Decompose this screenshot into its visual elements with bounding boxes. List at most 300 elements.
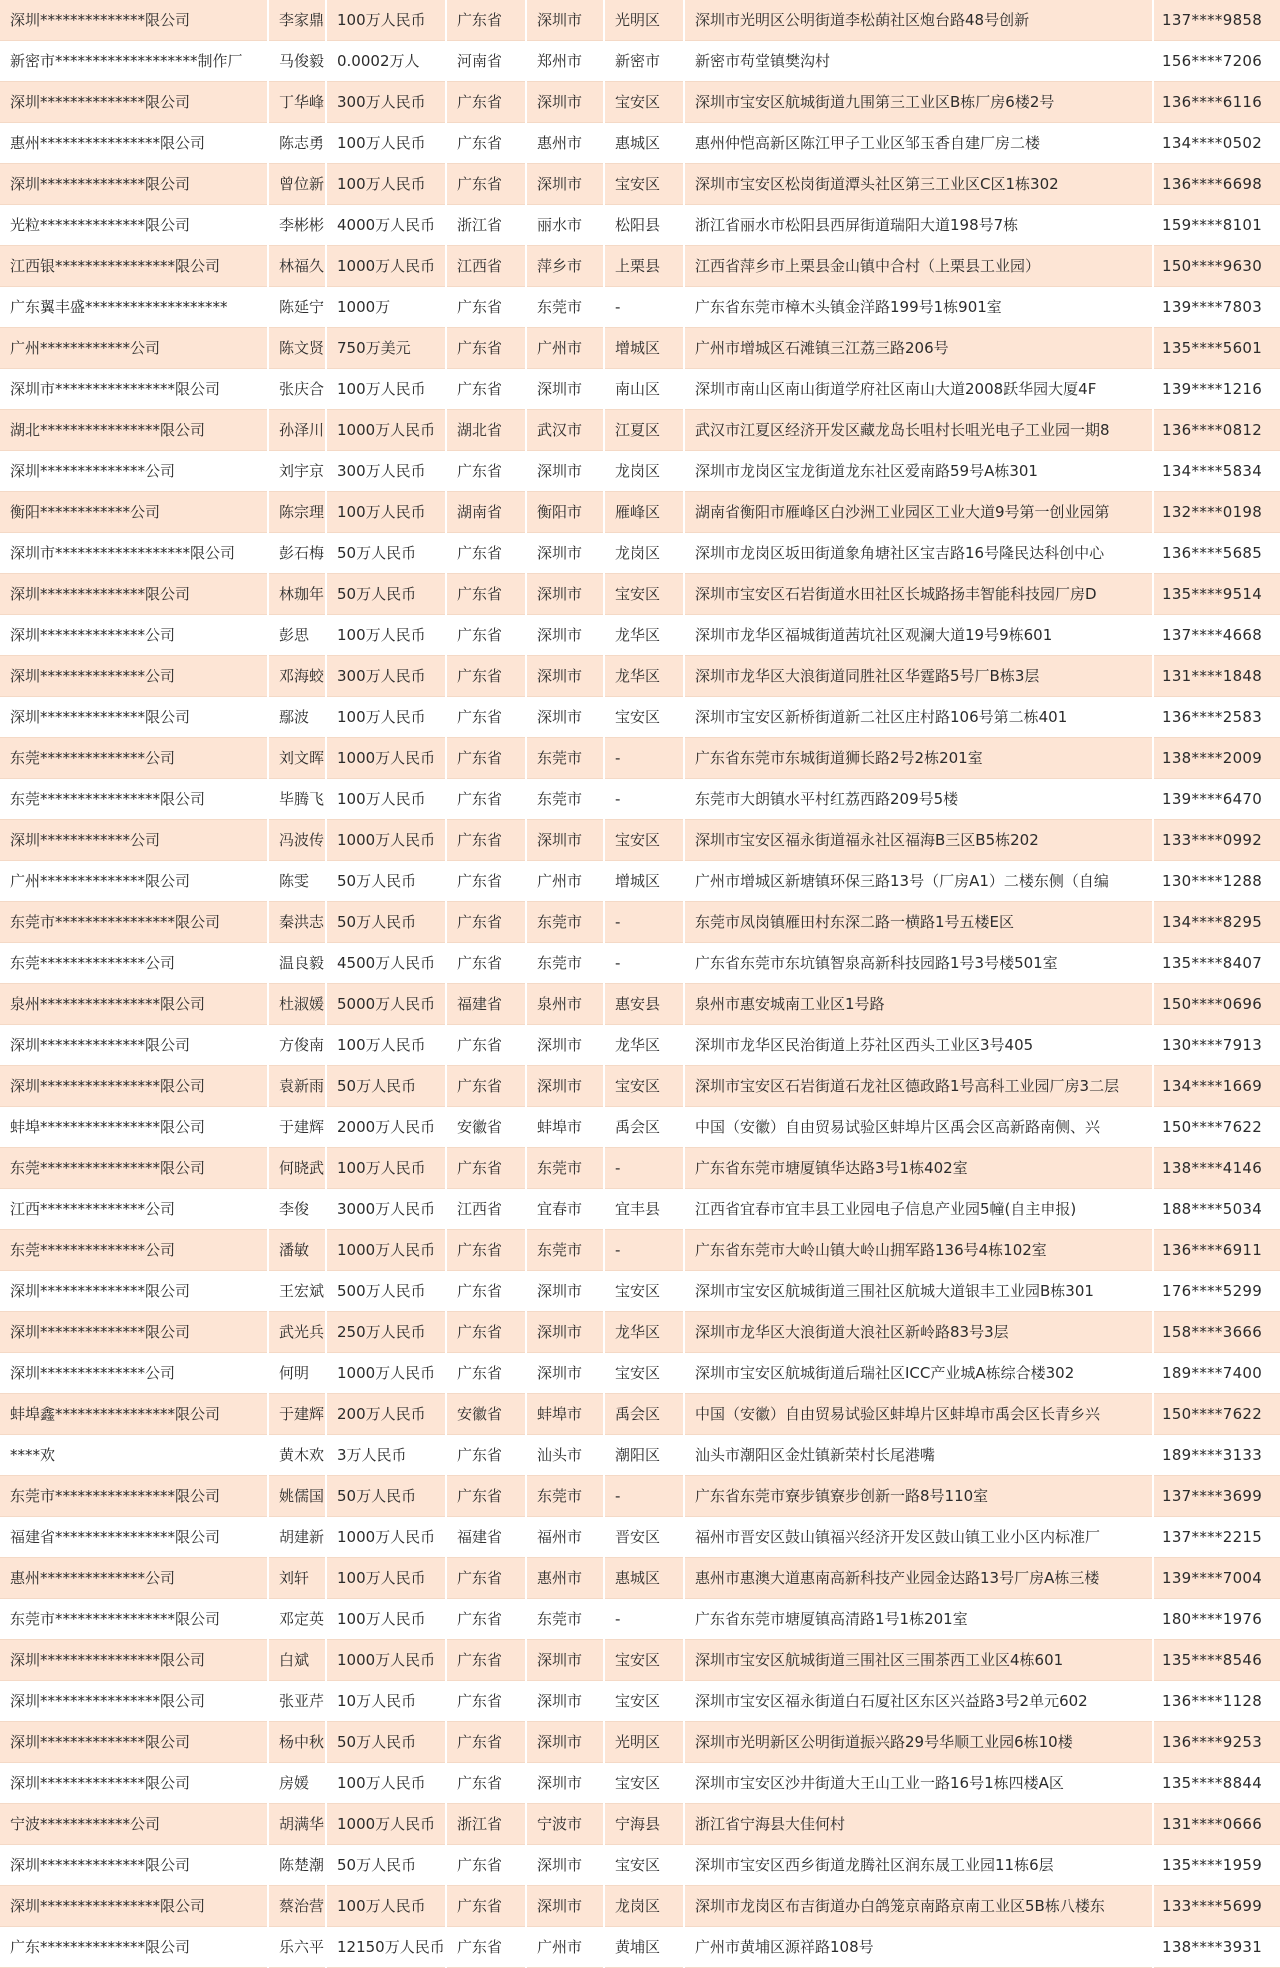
city-cell: 广州市 xyxy=(526,328,604,369)
district-cell: 增城区 xyxy=(604,328,684,369)
address-cell: 广东省东莞市塘厦镇高清路1号1栋201室 xyxy=(684,1599,1153,1640)
province-cell: 广东省 xyxy=(446,1353,526,1394)
phone-cell: 134****1669 xyxy=(1153,1066,1280,1107)
company-name-cell: 惠州****************限公司 xyxy=(0,123,268,164)
registered-capital-cell: 300万人民币 xyxy=(326,656,446,697)
district-cell: 增城区 xyxy=(604,861,684,902)
province-cell: 广东省 xyxy=(446,123,526,164)
phone-cell: 135****1959 xyxy=(1153,1845,1280,1886)
city-cell: 深圳市 xyxy=(526,1271,604,1312)
legal-person-cell: 蔡治营 xyxy=(268,1886,326,1927)
table-row xyxy=(0,1886,1280,1927)
district-cell: 宝安区 xyxy=(604,1271,684,1312)
province-cell: 广东省 xyxy=(446,1312,526,1353)
table-row xyxy=(0,820,1280,861)
city-cell: 深圳市 xyxy=(526,451,604,492)
phone-cell: 138****3931 xyxy=(1153,1927,1280,1968)
company-name-cell: 深圳****************限公司 xyxy=(0,1681,268,1722)
province-cell: 湖北省 xyxy=(446,410,526,451)
phone-cell: 135****9514 xyxy=(1153,574,1280,615)
phone-cell: 135****8407 xyxy=(1153,943,1280,984)
registered-capital-cell: 50万人民币 xyxy=(326,902,446,943)
phone-cell: 188****5034 xyxy=(1153,1189,1280,1230)
district-cell: 光明区 xyxy=(604,0,684,41)
district-cell: 晋安区 xyxy=(604,1517,684,1558)
city-cell: 惠州市 xyxy=(526,123,604,164)
city-cell: 深圳市 xyxy=(526,574,604,615)
company-name-cell: 深圳**************公司 xyxy=(0,1353,268,1394)
district-cell: 宝安区 xyxy=(604,1353,684,1394)
district-cell: 龙岗区 xyxy=(604,1886,684,1927)
company-name-cell: 湖北****************限公司 xyxy=(0,410,268,451)
table-row xyxy=(0,246,1280,287)
city-cell: 蚌埠市 xyxy=(526,1107,604,1148)
table-row xyxy=(0,1394,1280,1435)
district-cell: 宝安区 xyxy=(604,697,684,738)
province-cell: 浙江省 xyxy=(446,205,526,246)
company-name-cell: 深圳**************公司 xyxy=(0,656,268,697)
phone-cell: 131****0666 xyxy=(1153,1804,1280,1845)
phone-cell: 137****9858 xyxy=(1153,0,1280,41)
district-cell: - xyxy=(604,1230,684,1271)
city-cell: 深圳市 xyxy=(526,0,604,41)
legal-person-cell: 李彬彬 xyxy=(268,205,326,246)
district-cell: 雁峰区 xyxy=(604,492,684,533)
legal-person-cell: 彭思 xyxy=(268,615,326,656)
province-cell: 广东省 xyxy=(446,1886,526,1927)
registered-capital-cell: 100万人民币 xyxy=(326,697,446,738)
city-cell: 深圳市 xyxy=(526,1353,604,1394)
phone-cell: 134****5834 xyxy=(1153,451,1280,492)
table-row xyxy=(0,1927,1280,1968)
registered-capital-cell: 100万人民币 xyxy=(326,1599,446,1640)
table-row xyxy=(0,1517,1280,1558)
legal-person-cell: 黄木欢 xyxy=(268,1435,326,1476)
province-cell: 广东省 xyxy=(446,615,526,656)
address-cell: 广州市黄埔区源祥路108号 xyxy=(684,1927,1153,1968)
district-cell: 禹会区 xyxy=(604,1107,684,1148)
table-row xyxy=(0,1148,1280,1189)
table-row xyxy=(0,1230,1280,1271)
legal-person-cell: 何明 xyxy=(268,1353,326,1394)
province-cell: 广东省 xyxy=(446,82,526,123)
district-cell: 宝安区 xyxy=(604,1681,684,1722)
address-cell: 浙江省丽水市松阳县西屏街道瑞阳大道198号7栋 xyxy=(684,205,1153,246)
phone-cell: 136****9253 xyxy=(1153,1722,1280,1763)
legal-person-cell: 武光兵 xyxy=(268,1312,326,1353)
district-cell: 黄埔区 xyxy=(604,1927,684,1968)
province-cell: 广东省 xyxy=(446,0,526,41)
address-cell: 中国（安徽）自由贸易试验区蚌埠片区禹会区高新路南侧、兴 xyxy=(684,1107,1153,1148)
district-cell: 宝安区 xyxy=(604,164,684,205)
registered-capital-cell: 1000万人民币 xyxy=(326,738,446,779)
district-cell: 龙华区 xyxy=(604,1025,684,1066)
legal-person-cell: 姚儒国 xyxy=(268,1476,326,1517)
city-cell: 深圳市 xyxy=(526,1845,604,1886)
table-row xyxy=(0,328,1280,369)
table-row xyxy=(0,738,1280,779)
city-cell: 东莞市 xyxy=(526,1148,604,1189)
phone-cell: 150****9630 xyxy=(1153,246,1280,287)
table-row xyxy=(0,123,1280,164)
city-cell: 深圳市 xyxy=(526,697,604,738)
phone-cell: 132****0198 xyxy=(1153,492,1280,533)
phone-cell: 134****8295 xyxy=(1153,902,1280,943)
legal-person-cell: 陈延宁 xyxy=(268,287,326,328)
legal-person-cell: 潘敏 xyxy=(268,1230,326,1271)
district-cell: 龙岗区 xyxy=(604,451,684,492)
district-cell: 宝安区 xyxy=(604,1845,684,1886)
district-cell: 惠安县 xyxy=(604,984,684,1025)
address-cell: 东莞市大朗镇水平村红荔西路209号5楼 xyxy=(684,779,1153,820)
province-cell: 广东省 xyxy=(446,656,526,697)
table-row xyxy=(0,164,1280,205)
registered-capital-cell: 50万人民币 xyxy=(326,1845,446,1886)
company-name-cell: 深圳**************限公司 xyxy=(0,697,268,738)
address-cell: 广东省东莞市塘厦镇华达路3号1栋402室 xyxy=(684,1148,1153,1189)
registered-capital-cell: 100万人民币 xyxy=(326,1886,446,1927)
city-cell: 武汉市 xyxy=(526,410,604,451)
district-cell: 潮阳区 xyxy=(604,1435,684,1476)
address-cell: 广州市增城区新塘镇环保三路13号（厂房A1）二楼东侧（自编 xyxy=(684,861,1153,902)
address-cell: 深圳市光明新区公明街道振兴路29号华顺工业园6栋10楼 xyxy=(684,1722,1153,1763)
city-cell: 惠州市 xyxy=(526,1558,604,1599)
company-name-cell: 深圳************公司 xyxy=(0,820,268,861)
registered-capital-cell: 50万人民币 xyxy=(326,533,446,574)
phone-cell: 131****1848 xyxy=(1153,656,1280,697)
registered-capital-cell: 50万人民币 xyxy=(326,861,446,902)
registered-capital-cell: 1000万人民币 xyxy=(326,1230,446,1271)
city-cell: 深圳市 xyxy=(526,1763,604,1804)
table-row xyxy=(0,902,1280,943)
address-cell: 广东省东莞市樟木头镇金洋路199号1栋901室 xyxy=(684,287,1153,328)
legal-person-cell: 陈雯 xyxy=(268,861,326,902)
phone-cell: 136****6698 xyxy=(1153,164,1280,205)
legal-person-cell: 邓定英 xyxy=(268,1599,326,1640)
phone-cell: 138****4146 xyxy=(1153,1148,1280,1189)
city-cell: 深圳市 xyxy=(526,1025,604,1066)
city-cell: 深圳市 xyxy=(526,1886,604,1927)
company-name-cell: 衡阳************公司 xyxy=(0,492,268,533)
registered-capital-cell: 100万人民币 xyxy=(326,1763,446,1804)
company-name-cell: 深圳**************限公司 xyxy=(0,1763,268,1804)
address-cell: 深圳市宝安区航城街道三围社区三围茶西工业区4栋601 xyxy=(684,1640,1153,1681)
phone-cell: 150****7622 xyxy=(1153,1107,1280,1148)
legal-person-cell: 陈宗理 xyxy=(268,492,326,533)
legal-person-cell: 方俊南 xyxy=(268,1025,326,1066)
registered-capital-cell: 1000万人民币 xyxy=(326,1517,446,1558)
district-cell: - xyxy=(604,1599,684,1640)
province-cell: 广东省 xyxy=(446,369,526,410)
legal-person-cell: 张亚芹 xyxy=(268,1681,326,1722)
legal-person-cell: 乐六平 xyxy=(268,1927,326,1968)
legal-person-cell: 毕腾飞 xyxy=(268,779,326,820)
phone-cell: 130****1288 xyxy=(1153,861,1280,902)
city-cell: 东莞市 xyxy=(526,779,604,820)
registered-capital-cell: 100万人民币 xyxy=(326,1558,446,1599)
company-name-cell: 深圳****************限公司 xyxy=(0,1066,268,1107)
legal-person-cell: 林福久 xyxy=(268,246,326,287)
registered-capital-cell: 100万人民币 xyxy=(326,0,446,41)
city-cell: 东莞市 xyxy=(526,1599,604,1640)
registered-capital-cell: 1000万人民币 xyxy=(326,1640,446,1681)
phone-cell: 133****5699 xyxy=(1153,1886,1280,1927)
registered-capital-cell: 1000万人民币 xyxy=(326,1353,446,1394)
table-row xyxy=(0,1804,1280,1845)
district-cell: 龙华区 xyxy=(604,615,684,656)
city-cell: 郑州市 xyxy=(526,41,604,82)
province-cell: 广东省 xyxy=(446,820,526,861)
registered-capital-cell: 100万人民币 xyxy=(326,123,446,164)
address-cell: 新密市苟堂镇樊沟村 xyxy=(684,41,1153,82)
address-cell: 广东省东莞市东城街道狮长路2号2栋201室 xyxy=(684,738,1153,779)
company-name-cell: 惠州**************公司 xyxy=(0,1558,268,1599)
phone-cell: 189****7400 xyxy=(1153,1353,1280,1394)
province-cell: 江西省 xyxy=(446,1189,526,1230)
district-cell: - xyxy=(604,1148,684,1189)
district-cell: 禹会区 xyxy=(604,1394,684,1435)
city-cell: 深圳市 xyxy=(526,164,604,205)
registered-capital-cell: 750万美元 xyxy=(326,328,446,369)
address-cell: 深圳市宝安区沙井街道大王山工业一路16号1栋四楼A区 xyxy=(684,1763,1153,1804)
company-name-cell: 深圳**************限公司 xyxy=(0,1271,268,1312)
legal-person-cell: 白斌 xyxy=(268,1640,326,1681)
table-row xyxy=(0,1558,1280,1599)
table-row xyxy=(0,943,1280,984)
address-cell: 深圳市宝安区松岗街道潭头社区第三工业区C区1栋302 xyxy=(684,164,1153,205)
phone-cell: 137****4668 xyxy=(1153,615,1280,656)
legal-person-cell: 杨中秋 xyxy=(268,1722,326,1763)
table-row xyxy=(0,533,1280,574)
registered-capital-cell: 2000万人民币 xyxy=(326,1107,446,1148)
table-row xyxy=(0,861,1280,902)
company-name-cell: 蚌埠鑫****************限公司 xyxy=(0,1394,268,1435)
city-cell: 宜春市 xyxy=(526,1189,604,1230)
province-cell: 广东省 xyxy=(446,1845,526,1886)
legal-person-cell: 杜淑媛 xyxy=(268,984,326,1025)
district-cell: 惠城区 xyxy=(604,1558,684,1599)
phone-cell: 139****6470 xyxy=(1153,779,1280,820)
address-cell: 深圳市宝安区福永街道福永社区福海B三区B5栋202 xyxy=(684,820,1153,861)
registered-capital-cell: 100万人民币 xyxy=(326,369,446,410)
table-row xyxy=(0,1353,1280,1394)
address-cell: 广东省东莞市大岭山镇大岭山拥军路136号4栋102室 xyxy=(684,1230,1153,1271)
district-cell: 新密市 xyxy=(604,41,684,82)
province-cell: 福建省 xyxy=(446,1517,526,1558)
registered-capital-cell: 50万人民币 xyxy=(326,1722,446,1763)
district-cell: 松阳县 xyxy=(604,205,684,246)
province-cell: 广东省 xyxy=(446,164,526,205)
table-row xyxy=(0,410,1280,451)
legal-person-cell: 于建辉 xyxy=(268,1107,326,1148)
city-cell: 深圳市 xyxy=(526,533,604,574)
address-cell: 惠州仲恺高新区陈江甲子工业区邹玉香自建厂房二楼 xyxy=(684,123,1153,164)
province-cell: 广东省 xyxy=(446,1681,526,1722)
registered-capital-cell: 3000万人民币 xyxy=(326,1189,446,1230)
address-cell: 福州市晋安区鼓山镇福兴经济开发区鼓山镇工业小区内标准厂 xyxy=(684,1517,1153,1558)
registered-capital-cell: 1000万人民币 xyxy=(326,1804,446,1845)
phone-cell: 139****7004 xyxy=(1153,1558,1280,1599)
table-row xyxy=(0,1271,1280,1312)
registered-capital-cell: 1000万人民币 xyxy=(326,820,446,861)
table-row xyxy=(0,0,1280,41)
phone-cell: 136****2583 xyxy=(1153,697,1280,738)
phone-cell: 156****7206 xyxy=(1153,41,1280,82)
legal-person-cell: 房媛 xyxy=(268,1763,326,1804)
table-row xyxy=(0,1107,1280,1148)
legal-person-cell: 李家鼎 xyxy=(268,0,326,41)
district-cell: 宝安区 xyxy=(604,1066,684,1107)
table-row xyxy=(0,451,1280,492)
address-cell: 深圳市龙华区福城街道茜坑社区观澜大道19号9栋601 xyxy=(684,615,1153,656)
province-cell: 广东省 xyxy=(446,779,526,820)
city-cell: 东莞市 xyxy=(526,902,604,943)
phone-cell: 136****6911 xyxy=(1153,1230,1280,1271)
district-cell: 江夏区 xyxy=(604,410,684,451)
city-cell: 深圳市 xyxy=(526,1681,604,1722)
city-cell: 深圳市 xyxy=(526,82,604,123)
company-name-cell: 深圳**************限公司 xyxy=(0,1025,268,1066)
phone-cell: 180****1976 xyxy=(1153,1599,1280,1640)
legal-person-cell: 林珈年 xyxy=(268,574,326,615)
province-cell: 安徽省 xyxy=(446,1107,526,1148)
province-cell: 江西省 xyxy=(446,246,526,287)
table-row xyxy=(0,984,1280,1025)
registered-capital-cell: 100万人民币 xyxy=(326,615,446,656)
district-cell: - xyxy=(604,738,684,779)
table-row xyxy=(0,1763,1280,1804)
province-cell: 广东省 xyxy=(446,1271,526,1312)
district-cell: - xyxy=(604,1476,684,1517)
address-cell: 深圳市龙岗区布吉街道办白鸽笼京南路京南工业区5B栋八楼东 xyxy=(684,1886,1153,1927)
phone-cell: 135****8844 xyxy=(1153,1763,1280,1804)
city-cell: 深圳市 xyxy=(526,1640,604,1681)
table-row xyxy=(0,1066,1280,1107)
registered-capital-cell: 100万人民币 xyxy=(326,779,446,820)
district-cell: 宜丰县 xyxy=(604,1189,684,1230)
city-cell: 东莞市 xyxy=(526,1476,604,1517)
phone-cell: 139****7803 xyxy=(1153,287,1280,328)
city-cell: 泉州市 xyxy=(526,984,604,1025)
city-cell: 东莞市 xyxy=(526,738,604,779)
legal-person-cell: 张庆合 xyxy=(268,369,326,410)
phone-cell: 137****2215 xyxy=(1153,1517,1280,1558)
registered-capital-cell: 50万人民币 xyxy=(326,574,446,615)
company-name-cell: 深圳**************限公司 xyxy=(0,1312,268,1353)
phone-cell: 138****2009 xyxy=(1153,738,1280,779)
table-row xyxy=(0,205,1280,246)
address-cell: 湖南省衡阳市雁峰区白沙洲工业园区工业大道9号第一创业园第 xyxy=(684,492,1153,533)
registered-capital-cell: 300万人民币 xyxy=(326,82,446,123)
province-cell: 广东省 xyxy=(446,1722,526,1763)
province-cell: 河南省 xyxy=(446,41,526,82)
city-cell: 东莞市 xyxy=(526,287,604,328)
registered-capital-cell: 50万人民币 xyxy=(326,1066,446,1107)
district-cell: - xyxy=(604,779,684,820)
district-cell: - xyxy=(604,902,684,943)
legal-person-cell: 胡满华 xyxy=(268,1804,326,1845)
city-cell: 深圳市 xyxy=(526,656,604,697)
registered-capital-cell: 1000万 xyxy=(326,287,446,328)
district-cell: 光明区 xyxy=(604,1722,684,1763)
address-cell: 深圳市宝安区航城街道三围社区航城大道银丰工业园B栋301 xyxy=(684,1271,1153,1312)
district-cell: 龙华区 xyxy=(604,1312,684,1353)
address-cell: 中国（安徽）自由贸易试验区蚌埠片区蚌埠市禹会区长青乡兴 xyxy=(684,1394,1153,1435)
province-cell: 广东省 xyxy=(446,861,526,902)
legal-person-cell: 胡建新 xyxy=(268,1517,326,1558)
phone-cell: 134****0502 xyxy=(1153,123,1280,164)
legal-person-cell: 秦洪志 xyxy=(268,902,326,943)
company-name-cell: 深圳**************公司 xyxy=(0,451,268,492)
company-name-cell: 江西**************公司 xyxy=(0,1189,268,1230)
district-cell: 宝安区 xyxy=(604,820,684,861)
legal-person-cell: 于建辉 xyxy=(268,1394,326,1435)
city-cell: 广州市 xyxy=(526,861,604,902)
company-name-cell: 深圳市******************限公司 xyxy=(0,533,268,574)
company-name-cell: 光粒**************限公司 xyxy=(0,205,268,246)
legal-person-cell: 刘轩 xyxy=(268,1558,326,1599)
legal-person-cell: 袁新雨 xyxy=(268,1066,326,1107)
legal-person-cell: 丁华峰 xyxy=(268,82,326,123)
legal-person-cell: 李俊 xyxy=(268,1189,326,1230)
address-cell: 深圳市宝安区石岩街道石龙社区德政路1号高科工业园厂房3二层 xyxy=(684,1066,1153,1107)
address-cell: 深圳市龙华区民治街道上芬社区西头工业区3号405 xyxy=(684,1025,1153,1066)
registered-capital-cell: 0.0002万人 xyxy=(326,41,446,82)
company-name-cell: 广州************公司 xyxy=(0,328,268,369)
company-name-cell: 深圳**************限公司 xyxy=(0,1845,268,1886)
district-cell: 宝安区 xyxy=(604,1640,684,1681)
address-cell: 武汉市江夏区经济开发区藏龙岛长咀村长咀光电子工业园一期8 xyxy=(684,410,1153,451)
registered-capital-cell: 100万人民币 xyxy=(326,1148,446,1189)
address-cell: 江西省萍乡市上栗县金山镇中合村（上栗县工业园） xyxy=(684,246,1153,287)
district-cell: 上栗县 xyxy=(604,246,684,287)
registered-capital-cell: 50万人民币 xyxy=(326,1476,446,1517)
province-cell: 广东省 xyxy=(446,1599,526,1640)
table-row xyxy=(0,287,1280,328)
table-row xyxy=(0,1025,1280,1066)
legal-person-cell: 温良毅 xyxy=(268,943,326,984)
address-cell: 深圳市宝安区石岩街道水田社区长城路扬丰智能科技园厂房D xyxy=(684,574,1153,615)
province-cell: 广东省 xyxy=(446,574,526,615)
city-cell: 深圳市 xyxy=(526,1722,604,1763)
table-row xyxy=(0,82,1280,123)
company-name-cell: ****欢 xyxy=(0,1435,268,1476)
table-row xyxy=(0,1599,1280,1640)
province-cell: 广东省 xyxy=(446,1435,526,1476)
province-cell: 广东省 xyxy=(446,287,526,328)
phone-cell: 136****5685 xyxy=(1153,533,1280,574)
legal-person-cell: 孙泽川 xyxy=(268,410,326,451)
table-row xyxy=(0,697,1280,738)
district-cell: - xyxy=(604,943,684,984)
registered-capital-cell: 100万人民币 xyxy=(326,164,446,205)
phone-cell: 139****1216 xyxy=(1153,369,1280,410)
address-cell: 深圳市宝安区航城街道后瑞社区ICC产业城A栋综合楼302 xyxy=(684,1353,1153,1394)
phone-cell: 158****3666 xyxy=(1153,1312,1280,1353)
table-row xyxy=(0,369,1280,410)
city-cell: 汕头市 xyxy=(526,1435,604,1476)
district-cell: 宁海县 xyxy=(604,1804,684,1845)
address-cell: 深圳市光明区公明街道李松蓢社区炮台路48号创新 xyxy=(684,0,1153,41)
table-row xyxy=(0,574,1280,615)
address-cell: 浙江省宁海县大佳何村 xyxy=(684,1804,1153,1845)
address-cell: 广东省东莞市东坑镇智泉高新科技园路1号3号楼501室 xyxy=(684,943,1153,984)
company-name-cell: 深圳**************限公司 xyxy=(0,1722,268,1763)
company-name-cell: 东莞市****************限公司 xyxy=(0,1476,268,1517)
city-cell: 丽水市 xyxy=(526,205,604,246)
company-name-cell: 新密市*******************制作厂 xyxy=(0,41,268,82)
address-cell: 深圳市宝安区航城街道九围第三工业区B栋厂房6楼2号 xyxy=(684,82,1153,123)
